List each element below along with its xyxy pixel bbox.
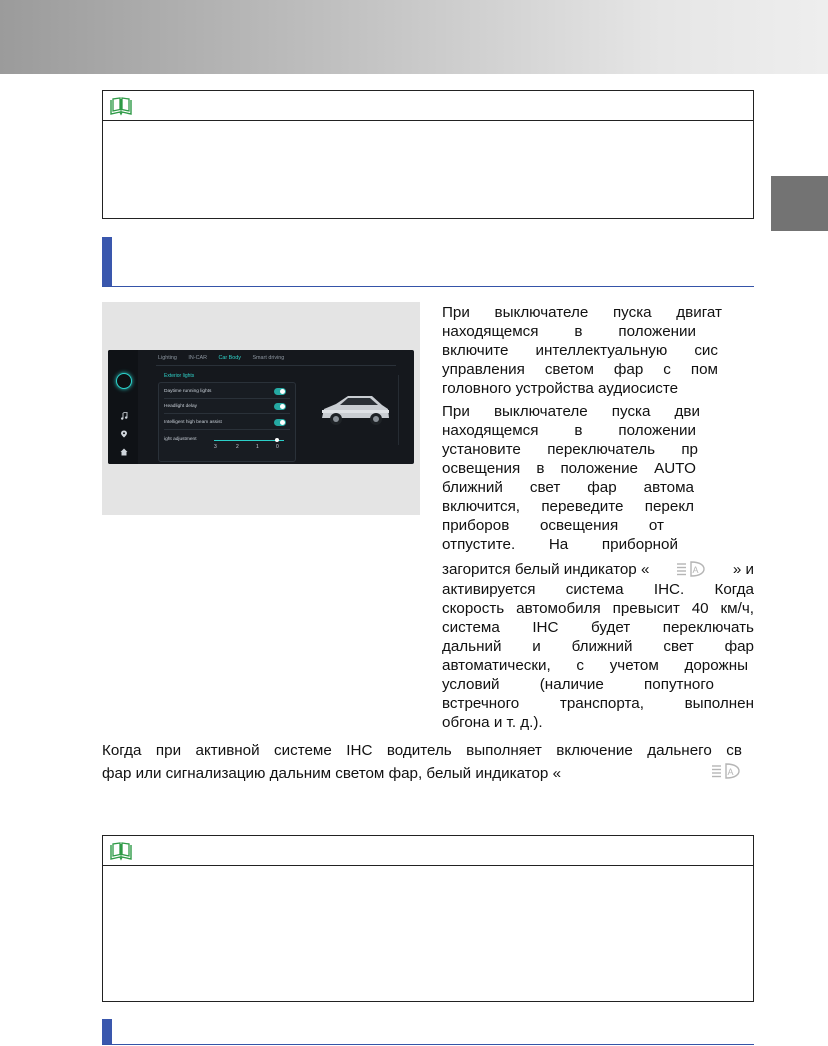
text-line: встречного транспорта, выполнен	[442, 695, 754, 712]
row-divider	[164, 398, 290, 399]
home-icon[interactable]	[120, 448, 128, 456]
setting-drl-label: Daytime running lights	[164, 389, 212, 394]
text-line-with-icon	[102, 762, 742, 785]
row-divider	[164, 429, 290, 430]
text-fragment: » и	[732, 561, 754, 578]
slider-value: 3	[214, 444, 217, 450]
text-line: активируется система IHC. Когда	[442, 581, 754, 598]
text-line-with-icon	[442, 560, 754, 580]
light-adjustment-slider[interactable]	[214, 440, 284, 441]
avatar[interactable]	[116, 373, 132, 389]
music-icon[interactable]	[120, 412, 128, 420]
paragraph-3	[442, 560, 754, 732]
setting-headlight-delay-label: Headlight delay	[164, 404, 198, 409]
note-box-bottom	[102, 835, 754, 1002]
text-line: находящемся в положении	[442, 323, 696, 340]
high-beam-assist-toggle[interactable]	[274, 419, 286, 426]
tab-car-body[interactable]: Car Body	[218, 355, 241, 361]
row-divider	[164, 413, 290, 414]
text-line: ближний свет фар автома	[442, 479, 694, 496]
panel-divider	[398, 375, 399, 445]
setting-headlight-delay	[164, 404, 288, 409]
book-icon	[109, 841, 133, 861]
auto-high-beam-icon	[675, 560, 707, 578]
car-image	[318, 390, 392, 430]
headunit-photo	[102, 302, 420, 515]
slider-knob[interactable]	[275, 438, 279, 442]
book-icon	[109, 96, 133, 116]
section-heading-bar	[102, 237, 754, 287]
section-accent	[102, 237, 112, 286]
headunit-screen	[108, 350, 414, 464]
text-line: При выключателе пуска двигат	[442, 304, 722, 321]
svg-text:A: A	[727, 767, 734, 777]
text-line: находящемся в положении	[442, 422, 696, 439]
headlight-delay-toggle[interactable]	[274, 403, 286, 410]
text-line: установите переключатель пр	[442, 441, 698, 458]
note-header	[103, 836, 753, 866]
text-line: приборов освещения от	[442, 517, 664, 534]
screen-tabs	[158, 355, 294, 361]
tab-underline	[156, 365, 396, 366]
text-line: отпустите. На приборной	[442, 536, 678, 553]
chapter-tab	[771, 176, 828, 231]
slider-value: 2	[236, 444, 239, 450]
note-header	[103, 91, 753, 121]
paragraph-1	[442, 303, 722, 398]
tab-smart-driving[interactable]: Smart driving	[252, 355, 285, 361]
auto-high-beam-icon	[710, 762, 742, 780]
setting-drl	[164, 389, 288, 394]
settings-card	[158, 382, 296, 462]
tab-in-car[interactable]: IN-CAR	[188, 355, 207, 361]
setting-light-adjustment-label: ight adjustment	[164, 437, 197, 442]
text-line: условий (наличие попутного	[442, 676, 714, 693]
paragraph-2	[442, 402, 700, 554]
note-box-top	[102, 90, 754, 219]
text-line: скорость автомобиля превысит 40 км/ч,	[442, 600, 754, 617]
section-heading-bar	[102, 1019, 754, 1045]
text-line: освещения в положение AUTO	[442, 460, 696, 477]
text-line: управления светом фар с пом	[442, 361, 718, 378]
setting-high-beam-assist-label: Intelligent high beam assist	[164, 420, 222, 425]
exterior-lights-title: Exterior lights	[164, 373, 195, 379]
tab-lighting[interactable]: Lighting	[158, 355, 177, 361]
text-line: автоматически, с учетом дорожны	[442, 657, 748, 674]
slider-value: 0	[276, 444, 279, 450]
slider-value: 1	[256, 444, 259, 450]
setting-high-beam-assist	[164, 420, 288, 425]
text-line: система IHC будет переключать	[442, 619, 754, 636]
text-fragment: загорится белый индикатор «	[442, 561, 650, 578]
header-band	[0, 0, 828, 74]
left-rail	[108, 350, 138, 464]
section-accent	[102, 1019, 112, 1044]
text-line: головного устройства аудиосисте	[442, 380, 679, 397]
paragraph-bottom	[102, 739, 742, 785]
text-line: Когда при активной системе IHC водитель выполняет включение дальнего св	[102, 742, 742, 759]
text-line: При выключателе пуска дви	[442, 403, 700, 420]
location-icon[interactable]	[120, 430, 128, 438]
svg-text:A: A	[692, 565, 699, 575]
text-line: дальний и ближний свет фар	[442, 638, 754, 655]
drl-toggle[interactable]	[274, 388, 286, 395]
text-fragment: фар или сигнализацию дальним светом фар, белый индикатор «	[102, 765, 562, 782]
text-line: включите интеллектуальную сис	[442, 342, 718, 359]
text-line: включится, переведите перекл	[442, 498, 694, 515]
text-line: обгона и т. д.).	[442, 714, 543, 731]
